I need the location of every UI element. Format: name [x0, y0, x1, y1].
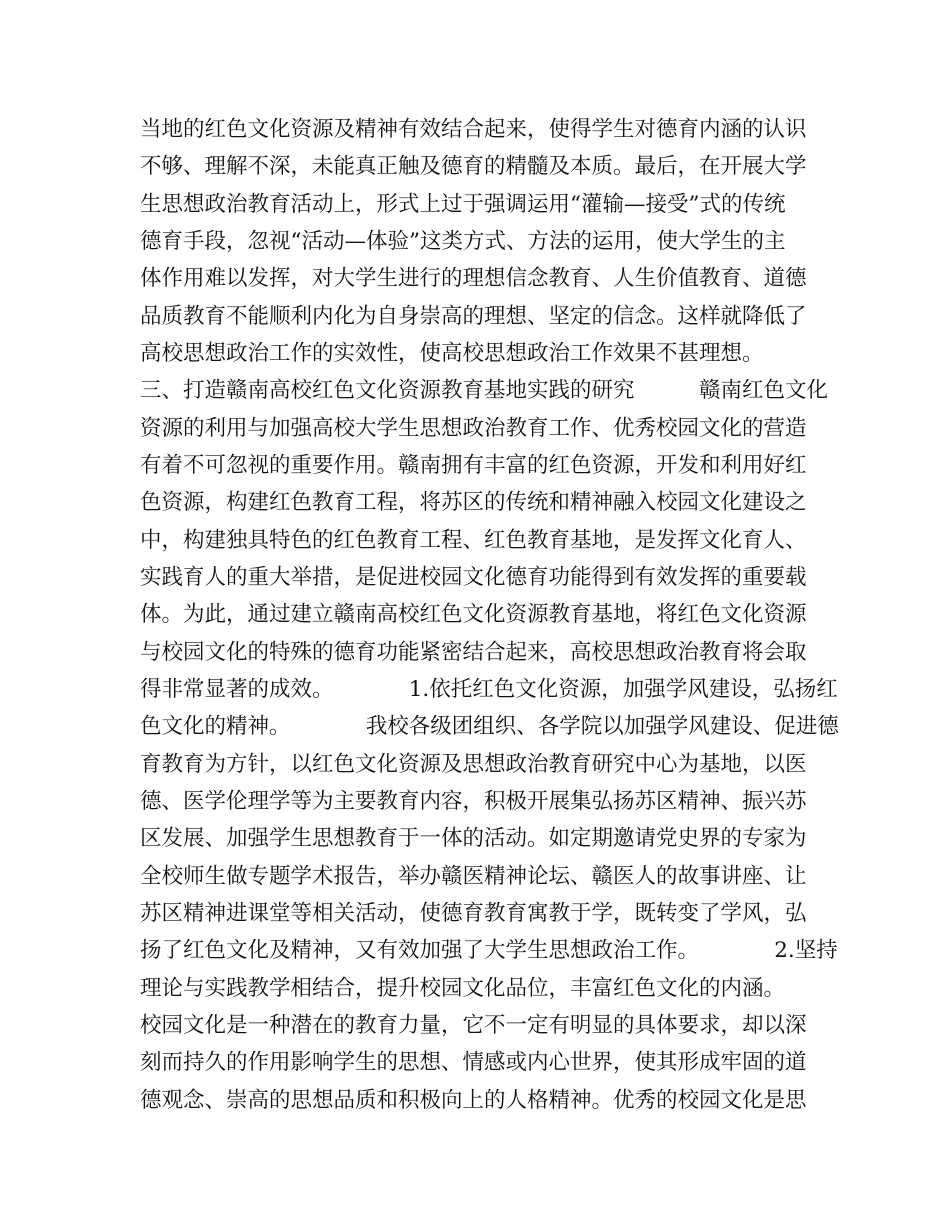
text-line: 校园文化是一种潜在的教育力量，它不一定有明显的具体要求，却以深 [140, 1012, 807, 1038]
text-line: 当地的红色文化资源及精神有效结合起来，使得学生对德育内涵的认识 [140, 117, 807, 142]
text-line: 德观念、崇高的思想品质和积极向上的人格精神。优秀的校园文化是思 [140, 1087, 807, 1113]
text-line: 体作用难以发挥，对大学生进行的理想信念教育、人生价值教育、道德 [140, 266, 807, 292]
text-line: 中，构建独具特色的红色教育工程、红色教育基地，是发挥文化育人、 [140, 527, 807, 553]
text-line: 体。为此，通过建立赣南高校红色文化资源教育基地，将红色文化资源 [140, 602, 807, 628]
section-heading-line: 三、打造赣南高校红色文化资源教育基地实践的研究 赣南红色文化 [140, 378, 829, 404]
text-line: 全校师生做专题学术报告，举办赣医精神论坛、赣医人的故事讲座、让 [140, 863, 807, 889]
text-line: 生思想政治教育活动上，形式上过于强调运用“灌输—接受”式的传统 [140, 191, 786, 217]
body-text [140, 111, 839, 1119]
text-line: 德育手段，忽视“活动—体验”这类方式、方法的运用，使大学生的主 [140, 228, 786, 254]
text-line: 刻而持久的作用影响学生的思想、情感或内心世界，使其形成牢固的道 [140, 1050, 807, 1076]
text-line: 色文化的精神。 我校各级团组织、各学院以加强学风建设、促进德 [140, 714, 839, 740]
text-line: 理论与实践教学相结合，提升校园文化品位，丰富红色文化的内涵。 [140, 975, 786, 1001]
text-line: 有着不可忽视的重要作用。赣南拥有丰富的红色资源，开发和利用好红 [140, 452, 807, 478]
text-line: 得非常显著的成效。 1.依托红色文化资源，加强学风建设，弘扬红 [140, 676, 838, 702]
text-line: 色资源，构建红色教育工程，将苏区的传统和精神融入校园文化建设之 [140, 490, 807, 516]
text-line: 与校园文化的特殊的德育功能紧密结合起来，高校思想政治教育将会取 [140, 639, 807, 665]
text-line: 育教育为方针，以红色文化资源及思想政治教育研究中心为基地，以医 [140, 751, 807, 777]
text-line: 德、医学伦理学等为主要教育内容，积极开展集弘扬苏区精神、振兴苏 [140, 788, 807, 814]
text-line: 苏区精神进课堂等相关活动，使德育教育寓教于学，既转变了学风，弘 [140, 900, 807, 926]
text-line: 不够、理解不深，未能真正触及德育的精髓及本质。最后，在开展大学 [140, 154, 807, 180]
text-line: 实践育人的重大举措，是促进校园文化德育功能得到有效发挥的重要载 [140, 564, 807, 590]
text-line: 区发展、加强学生思想教育于一体的活动。如定期邀请党史界的专家为 [140, 826, 807, 852]
text-line: 高校思想政治工作的实效性，使高校思想政治工作效果不甚理想。 [140, 340, 764, 366]
text-line: 资源的利用与加强高校大学生思想政治教育工作、优秀校园文化的营造 [140, 415, 807, 441]
text-line: 品质教育不能顺利内化为自身崇高的理想、坚定的信念。这样就降低了 [140, 303, 807, 329]
text-line: 扬了红色文化及精神，又有效加强了大学生思想政治工作。 2.坚持 [140, 938, 838, 964]
